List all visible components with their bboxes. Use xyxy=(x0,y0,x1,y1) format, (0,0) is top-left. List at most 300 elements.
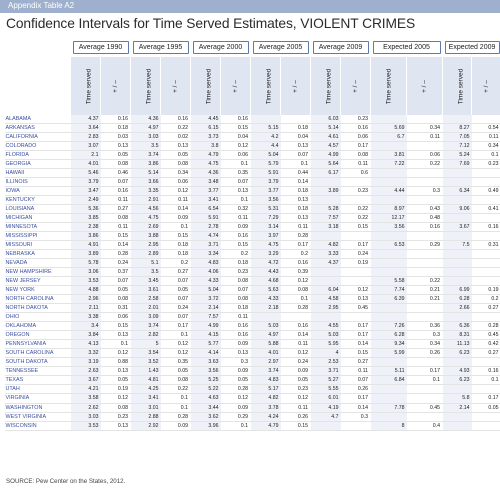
margin-cell: 0.26 xyxy=(341,385,371,394)
time-served-label: Time served xyxy=(265,68,273,104)
time-served-cell: 5.69 xyxy=(371,124,407,133)
margin-cell: 0.15 xyxy=(281,421,311,430)
time-served-cell: 3.64 xyxy=(71,124,101,133)
time-served-cell: 7.29 xyxy=(251,214,281,223)
time-served-cell: 2.82 xyxy=(131,331,161,340)
margin-cell xyxy=(472,385,500,394)
time-served-cell: 3.8 xyxy=(191,142,221,151)
time-served-cell: 2.01 xyxy=(131,304,161,313)
margin-cell: 0.3 xyxy=(221,358,251,367)
time-served-cell: 3.88 xyxy=(131,232,161,241)
margin-cell: 0.23 xyxy=(472,160,500,169)
time-served-cell: 7.57 xyxy=(191,313,221,322)
time-served-cell: 5.64 xyxy=(311,160,341,169)
margin-cell: 0.35 xyxy=(161,358,191,367)
time-served-cell: 4.79 xyxy=(251,421,281,430)
margin-cell: 0.1 xyxy=(407,376,443,385)
time-served-cell: 3.84 xyxy=(71,331,101,340)
time-served-cell: 5.03 xyxy=(251,322,281,331)
time-served-cell: 4.15 xyxy=(191,331,221,340)
time-served-cell: 3.62 xyxy=(191,412,221,421)
table-row xyxy=(5,340,500,349)
state-name: MISSOURI xyxy=(5,241,71,250)
margin-cell: 0.09 xyxy=(281,367,311,376)
time-served-cell xyxy=(443,232,472,241)
time-served-label: Time served xyxy=(457,68,465,104)
time-served-cell: 2.96 xyxy=(71,295,101,304)
margin-cell xyxy=(472,421,500,430)
margin-cell: 0.18 xyxy=(281,205,311,214)
margin-cell: 0.13 xyxy=(341,295,371,304)
column-group-header xyxy=(131,40,191,54)
plus-minus-label: + / – xyxy=(112,79,119,93)
margin-cell: 0.16 xyxy=(101,115,131,124)
margin-cell: 0.23 xyxy=(341,115,371,124)
time-served-cell: 8.97 xyxy=(371,205,407,214)
time-served-cell: 3.86 xyxy=(71,232,101,241)
margin-cell: 0.19 xyxy=(472,286,500,295)
state-name: SOUTH DAKOTA xyxy=(5,358,71,367)
time-served-cell: 3.38 xyxy=(71,313,101,322)
margin-cell: 0.15 xyxy=(341,223,371,232)
column-group-header xyxy=(371,40,443,54)
margin-cell: 0.12 xyxy=(281,277,311,286)
time-served-cell: 6.36 xyxy=(443,322,472,331)
time-served-cell: 4.55 xyxy=(311,322,341,331)
margin-cell: 0.11 xyxy=(101,223,131,232)
table-row xyxy=(5,295,500,304)
time-served-cell: 6.7 xyxy=(371,133,407,142)
time-served-cell xyxy=(311,313,341,322)
time-served-cell: 4.2 xyxy=(251,133,281,142)
time-served-cell xyxy=(251,115,281,124)
plus-minus-header xyxy=(221,57,251,115)
margin-cell xyxy=(407,196,443,205)
margin-cell: 0.23 xyxy=(281,385,311,394)
time-served-cell xyxy=(443,268,472,277)
time-served-cell: 4 xyxy=(311,349,341,358)
margin-cell: 0.27 xyxy=(472,304,500,313)
time-served-cell xyxy=(371,313,407,322)
margin-cell: 0.07 xyxy=(341,376,371,385)
column-group-label: Expected 2009 xyxy=(445,41,500,54)
margin-cell xyxy=(407,232,443,241)
table-row xyxy=(5,412,500,421)
time-served-cell: 3.81 xyxy=(371,151,407,160)
margin-cell: 0.11 xyxy=(341,367,371,376)
margin-cell: 0.24 xyxy=(341,250,371,259)
margin-cell: 0.12 xyxy=(101,349,131,358)
margin-cell: 0.11 xyxy=(281,223,311,232)
margin-cell xyxy=(407,268,443,277)
time-served-cell: 7.78 xyxy=(371,403,407,412)
margin-cell: 0.11 xyxy=(161,196,191,205)
margin-cell xyxy=(472,259,500,268)
time-served-cell: 2.92 xyxy=(131,421,161,430)
margin-cell: 0.05 xyxy=(161,286,191,295)
time-served-header xyxy=(251,57,281,115)
time-served-label: Time served xyxy=(385,68,393,104)
state-name: OHIO xyxy=(5,313,71,322)
table-row xyxy=(5,250,500,259)
margin-cell: 0.12 xyxy=(341,286,371,295)
margin-cell: 0.28 xyxy=(281,304,311,313)
time-served-cell: 5.11 xyxy=(371,367,407,376)
margin-cell: 0.09 xyxy=(161,421,191,430)
state-name: NEVADA xyxy=(5,259,71,268)
time-served-cell: 3.97 xyxy=(251,232,281,241)
time-served-cell xyxy=(371,178,407,187)
time-served-cell: 11.13 xyxy=(443,340,472,349)
time-served-cell: 2.63 xyxy=(71,367,101,376)
margin-cell xyxy=(407,412,443,421)
time-served-cell: 6.17 xyxy=(311,169,341,178)
margin-cell: 0.05 xyxy=(101,151,131,160)
margin-cell: 0.41 xyxy=(472,205,500,214)
time-served-header xyxy=(71,57,101,115)
margin-cell: 0.26 xyxy=(407,349,443,358)
margin-cell: 0.18 xyxy=(161,250,191,259)
time-served-cell xyxy=(443,277,472,286)
margin-cell: 0.27 xyxy=(341,358,371,367)
time-served-cell: 3.48 xyxy=(191,178,221,187)
state-name: NEW JERSEY xyxy=(5,277,71,286)
margin-cell: 0.18 xyxy=(161,241,191,250)
time-served-cell: 3.14 xyxy=(251,223,281,232)
time-served-cell: 4.21 xyxy=(71,385,101,394)
time-served-cell: 2.38 xyxy=(71,223,101,232)
column-group-header xyxy=(251,40,311,54)
time-served-cell xyxy=(371,259,407,268)
appendix-banner xyxy=(0,0,500,13)
time-served-cell: 2.66 xyxy=(443,304,472,313)
margin-cell: 0.08 xyxy=(341,151,371,160)
margin-cell: 0.18 xyxy=(221,304,251,313)
margin-cell: 0.15 xyxy=(221,241,251,250)
table-row xyxy=(5,322,500,331)
time-served-label: Time served xyxy=(205,68,213,104)
margin-cell: 0.14 xyxy=(281,178,311,187)
time-served-cell: 7.05 xyxy=(443,133,472,142)
margin-cell xyxy=(472,178,500,187)
column-group-row xyxy=(5,40,500,54)
state-name: NEW HAMPSHIRE xyxy=(5,268,71,277)
plus-minus-label: + / – xyxy=(292,79,299,93)
time-served-cell: 5.25 xyxy=(191,376,221,385)
time-served-cell: 3.66 xyxy=(131,178,161,187)
margin-cell: 0.17 xyxy=(341,394,371,403)
margin-cell xyxy=(341,313,371,322)
column-group-label: Average 1990 xyxy=(73,41,129,54)
time-served-cell: 4.19 xyxy=(311,403,341,412)
time-served-cell: 3.86 xyxy=(131,160,161,169)
margin-cell: 0.06 xyxy=(407,151,443,160)
column-group-header xyxy=(191,40,251,54)
state-column-header xyxy=(5,57,71,115)
time-served-cell xyxy=(443,313,472,322)
time-served-cell: 3.41 xyxy=(191,196,221,205)
margin-cell: 0.26 xyxy=(281,412,311,421)
state-header-spacer xyxy=(5,40,71,54)
time-served-cell: 3.71 xyxy=(191,241,221,250)
page-title xyxy=(6,16,415,31)
plus-minus-label: + / – xyxy=(172,79,179,93)
margin-cell: 0.14 xyxy=(161,205,191,214)
margin-cell: 0.22 xyxy=(161,124,191,133)
time-served-cell: 4.36 xyxy=(131,115,161,124)
column-group-label: Expected 2005 xyxy=(373,41,441,54)
margin-cell: 0.13 xyxy=(281,214,311,223)
margin-cell: 0.07 xyxy=(101,178,131,187)
margin-cell: 0.3 xyxy=(407,187,443,196)
table-row xyxy=(5,277,500,286)
time-served-cell: 5.46 xyxy=(71,169,101,178)
margin-cell: 0.15 xyxy=(161,232,191,241)
time-served-cell: 2.18 xyxy=(251,304,281,313)
margin-cell: 0.1 xyxy=(221,160,251,169)
time-served-cell: 3.54 xyxy=(131,349,161,358)
time-served-cell: 4.24 xyxy=(251,412,281,421)
margin-cell: 0.09 xyxy=(221,340,251,349)
state-name: TENNESSEE xyxy=(5,367,71,376)
time-served-cell: 2.69 xyxy=(131,223,161,232)
time-served-cell: 8.31 xyxy=(443,331,472,340)
time-served-cell: 4.01 xyxy=(71,160,101,169)
time-served-cell xyxy=(443,358,472,367)
time-served-cell: 6.28 xyxy=(371,331,407,340)
time-served-cell: 3.35 xyxy=(131,187,161,196)
time-served-cell: 2.1 xyxy=(71,151,101,160)
time-served-cell: 5.17 xyxy=(251,385,281,394)
margin-cell xyxy=(341,277,371,286)
margin-cell: 0.6 xyxy=(341,169,371,178)
table-row xyxy=(5,151,500,160)
time-served-cell: 4.79 xyxy=(191,151,221,160)
margin-cell: 0.14 xyxy=(101,241,131,250)
margin-cell: 0.16 xyxy=(101,187,131,196)
margin-cell: 0.08 xyxy=(101,160,131,169)
margin-cell xyxy=(407,304,443,313)
state-name: FLORIDA xyxy=(5,151,71,160)
time-served-cell: 3.4 xyxy=(71,322,101,331)
column-group-label: Average 2009 xyxy=(313,41,369,54)
margin-cell: 0.11 xyxy=(281,403,311,412)
time-served-cell xyxy=(371,394,407,403)
margin-cell: 0.22 xyxy=(407,160,443,169)
margin-cell xyxy=(341,268,371,277)
time-served-cell: 3.5 xyxy=(131,268,161,277)
time-served-cell: 4.91 xyxy=(71,241,101,250)
state-name: IOWA xyxy=(5,187,71,196)
time-served-cell: 3.56 xyxy=(371,223,407,232)
time-served-cell: 5.24 xyxy=(443,151,472,160)
margin-cell xyxy=(407,250,443,259)
state-name: TEXAS xyxy=(5,376,71,385)
time-served-cell: 2.53 xyxy=(311,358,341,367)
margin-cell: 0.22 xyxy=(161,385,191,394)
column-group-label: Average 2005 xyxy=(253,41,309,54)
time-served-cell: 3.03 xyxy=(131,133,161,142)
table-row xyxy=(5,142,500,151)
state-name: WASHINGTON xyxy=(5,403,71,412)
plus-minus-label: + / – xyxy=(421,79,428,93)
margin-cell: 0.12 xyxy=(221,142,251,151)
column-group-header xyxy=(71,40,131,54)
margin-cell: 0.45 xyxy=(341,304,371,313)
margin-cell: 0.16 xyxy=(472,223,500,232)
time-served-cell: 4.7 xyxy=(311,412,341,421)
margin-cell xyxy=(407,169,443,178)
time-served-cell: 6.01 xyxy=(311,394,341,403)
time-served-cell xyxy=(443,214,472,223)
time-served-label: Time served xyxy=(325,68,333,104)
time-served-cell: 5.99 xyxy=(371,349,407,358)
column-group-header xyxy=(443,40,500,54)
state-name: WISCONSIN xyxy=(5,421,71,430)
margin-cell: 0.1 xyxy=(221,421,251,430)
time-served-cell: 3.41 xyxy=(131,394,161,403)
time-served-cell: 4.06 xyxy=(191,268,221,277)
state-name: KENTUCKY xyxy=(5,196,71,205)
time-served-cell: 3.85 xyxy=(71,214,101,223)
margin-cell: 0.14 xyxy=(341,340,371,349)
margin-cell xyxy=(341,421,371,430)
table-row xyxy=(5,178,500,187)
margin-cell: 0.45 xyxy=(407,403,443,412)
margin-cell: 0.02 xyxy=(161,133,191,142)
table-row xyxy=(5,394,500,403)
time-served-cell xyxy=(443,115,472,124)
time-served-cell: 5.58 xyxy=(371,277,407,286)
time-served-cell: 2.11 xyxy=(71,304,101,313)
margin-cell: 0.13 xyxy=(101,142,131,151)
margin-cell: 0.15 xyxy=(101,322,131,331)
margin-cell: 0.3 xyxy=(341,412,371,421)
margin-cell: 0.35 xyxy=(221,169,251,178)
time-served-cell xyxy=(443,421,472,430)
time-served-cell: 3.89 xyxy=(71,250,101,259)
time-served-cell xyxy=(371,196,407,205)
time-served-cell: 6.53 xyxy=(371,241,407,250)
time-served-cell xyxy=(371,232,407,241)
time-served-cell xyxy=(311,232,341,241)
state-name: VIRGINIA xyxy=(5,394,71,403)
margin-cell: 0.11 xyxy=(472,133,500,142)
margin-cell: 0.18 xyxy=(221,259,251,268)
margin-cell: 0.23 xyxy=(341,187,371,196)
margin-cell xyxy=(407,178,443,187)
plus-minus-header xyxy=(341,57,371,115)
time-served-cell: 7.74 xyxy=(371,286,407,295)
time-served-cell: 5.22 xyxy=(191,385,221,394)
margin-cell: 0.05 xyxy=(472,403,500,412)
time-served-cell: 3.77 xyxy=(251,187,281,196)
time-served-cell: 2.62 xyxy=(71,403,101,412)
margin-cell: 0.49 xyxy=(472,187,500,196)
margin-cell: 0.34 xyxy=(407,124,443,133)
margin-cell: 0.13 xyxy=(221,349,251,358)
margin-cell: 0.45 xyxy=(472,331,500,340)
margin-cell: 0.16 xyxy=(221,115,251,124)
table-row xyxy=(5,349,500,358)
table-row xyxy=(5,331,500,340)
time-served-cell: 2.88 xyxy=(131,412,161,421)
time-served-cell: 6.99 xyxy=(443,286,472,295)
time-served-cell: 4.01 xyxy=(251,349,281,358)
table-row xyxy=(5,313,500,322)
margin-cell: 0.1 xyxy=(221,196,251,205)
time-served-cell: 3.5 xyxy=(131,142,161,151)
margin-cell: 0.46 xyxy=(101,169,131,178)
margin-cell: 0.08 xyxy=(221,295,251,304)
time-served-cell xyxy=(443,259,472,268)
margin-cell: 0.32 xyxy=(221,205,251,214)
time-served-cell: 5.15 xyxy=(251,124,281,133)
time-served-cell: 3.58 xyxy=(71,394,101,403)
margin-cell xyxy=(472,214,500,223)
margin-cell: 0.34 xyxy=(407,340,443,349)
time-served-cell: 4.61 xyxy=(311,133,341,142)
title-prefix: Confidence Intervals for Time Served Estimates, xyxy=(6,16,297,31)
time-served-cell: 4.4 xyxy=(251,142,281,151)
table-row xyxy=(5,421,500,430)
margin-cell: 0.17 xyxy=(281,241,311,250)
column-group-label: Average 2000 xyxy=(193,41,249,54)
time-served-cell: 3.73 xyxy=(191,133,221,142)
table-row xyxy=(5,403,500,412)
table-row xyxy=(5,169,500,178)
margin-cell: 0.18 xyxy=(101,124,131,133)
margin-cell: 0.12 xyxy=(161,340,191,349)
time-served-cell: 3.74 xyxy=(251,367,281,376)
time-served-cell: 2.97 xyxy=(251,358,281,367)
time-served-cell: 2.14 xyxy=(443,403,472,412)
time-served-cell: 1.43 xyxy=(131,367,161,376)
table-row xyxy=(5,115,500,124)
margin-cell: 0.37 xyxy=(101,268,131,277)
margin-cell: 0.27 xyxy=(101,205,131,214)
margin-cell: 0.08 xyxy=(101,295,131,304)
margin-cell xyxy=(472,232,500,241)
state-name: HAWAII xyxy=(5,169,71,178)
plus-minus-label: + / – xyxy=(352,79,359,93)
time-served-cell: 3.79 xyxy=(251,178,281,187)
margin-cell: 0.1 xyxy=(161,331,191,340)
margin-cell: 0.34 xyxy=(472,142,500,151)
margin-cell: 0.17 xyxy=(341,322,371,331)
margin-cell: 0.15 xyxy=(101,232,131,241)
time-served-cell: 3.19 xyxy=(71,358,101,367)
time-served-cell xyxy=(371,412,407,421)
time-served-cell: 7.26 xyxy=(371,322,407,331)
time-served-cell xyxy=(443,169,472,178)
time-served-cell xyxy=(311,196,341,205)
margin-cell: 0.08 xyxy=(161,376,191,385)
margin-cell: 0.54 xyxy=(472,124,500,133)
margin-cell: 0.16 xyxy=(161,115,191,124)
time-served-cell: 3.01 xyxy=(131,403,161,412)
time-served-cell xyxy=(443,250,472,259)
time-served-cell xyxy=(311,277,341,286)
time-served-cell: 5.36 xyxy=(71,205,101,214)
time-served-cell: 3.77 xyxy=(191,187,221,196)
time-served-cell: 3.47 xyxy=(71,187,101,196)
table-row xyxy=(5,187,500,196)
margin-cell: 0.17 xyxy=(161,322,191,331)
margin-cell: 0.14 xyxy=(281,331,311,340)
margin-cell: 0.11 xyxy=(101,196,131,205)
margin-cell: 0.15 xyxy=(341,349,371,358)
